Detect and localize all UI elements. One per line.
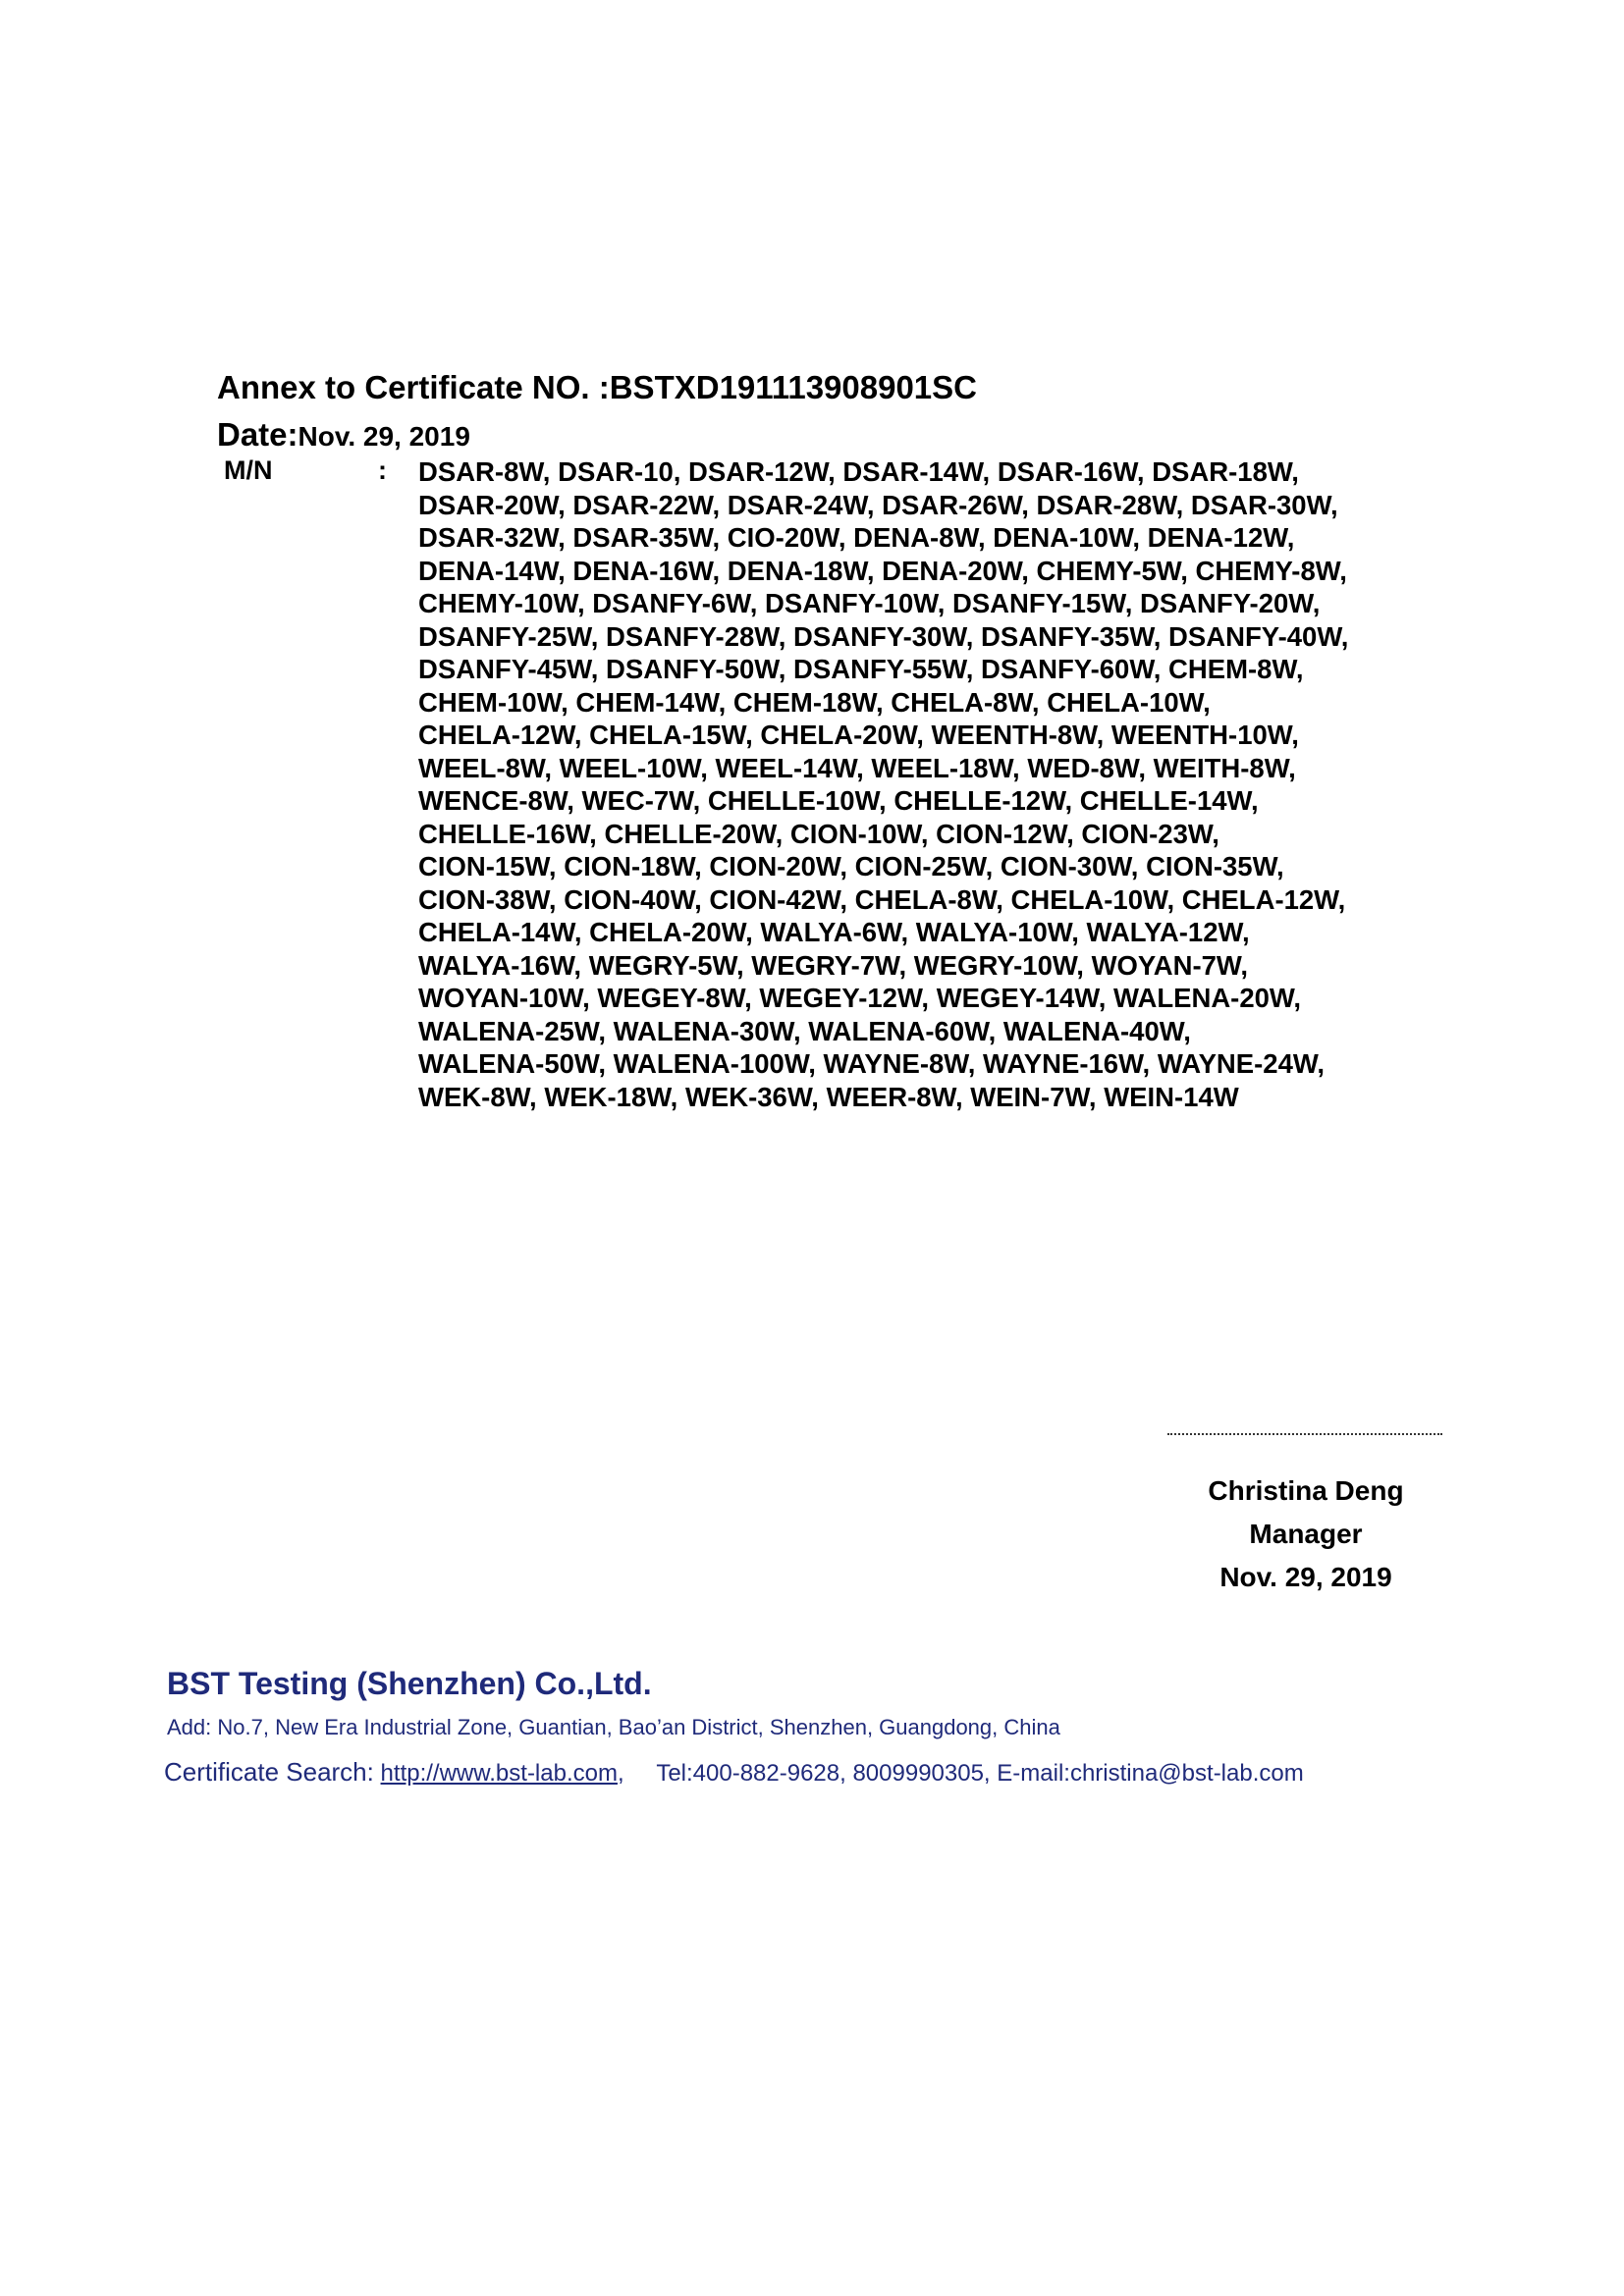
model-line: DENA-14W, DENA-16W, DENA-18W, DENA-20W, CHEMY-5W, CHEMY-8W, xyxy=(418,555,1347,586)
model-number-colon: : xyxy=(378,455,387,485)
contact-line xyxy=(164,1757,1304,1788)
date-value: Nov. 29, 2019 xyxy=(298,421,470,452)
model-line: WALENA-50W, WALENA-100W, WAYNE-8W, WAYNE-16W, WAYNE-24W, xyxy=(418,1048,1325,1079)
signature-date: Nov. 29, 2019 xyxy=(1219,1562,1392,1592)
model-line: CION-38W, CION-40W, CION-42W, CHELA-8W, CHELA-10W, CHELA-12W, xyxy=(418,883,1346,915)
model-line: CHELLE-16W, CHELLE-20W, CION-10W, CION-12W, CION-23W, xyxy=(418,818,1219,849)
model-line: CHELA-12W, CHELA-15W, CHELA-20W, WEENTH-8W, WEENTH-10W, xyxy=(418,720,1299,750)
model-line: DSAR-8W, DSAR-10, DSAR-12W, DSAR-14W, DSAR-16W, DSAR-18W, xyxy=(418,456,1299,487)
model-line: WALYA-16W, WEGRY-5W, WEGRY-7W, WEGRY-10W, WOYAN-7W, xyxy=(418,949,1248,981)
signature-block xyxy=(1129,1469,1483,1599)
certificate-search-label: Certificate Search: xyxy=(164,1757,374,1787)
link-separator: , xyxy=(617,1760,624,1787)
model-line: DSANFY-25W, DSANFY-28W, DSANFY-30W, DSANFY-35W, DSANFY-40W, xyxy=(418,620,1349,652)
signatory-role: Manager xyxy=(1249,1519,1363,1549)
model-line: DSANFY-45W, DSANFY-50W, DSANFY-55W, DSANFY-60W, CHEM-8W, xyxy=(418,654,1304,684)
date-label: Date: xyxy=(217,416,298,453)
model-line: WEK-8W, WEK-18W, WEK-36W, WEER-8W, WEIN-7W, WEIN-14W xyxy=(418,1081,1239,1112)
model-list xyxy=(418,455,1449,1113)
signature-line xyxy=(1167,1433,1442,1435)
model-number-label: M/N xyxy=(224,455,273,485)
model-line: CION-15W, CION-18W, CION-20W, CION-25W, CION-30W, CION-35W, xyxy=(418,851,1284,881)
contact-tel-email: Tel:400-882-9628, 8009990305, E-mail:christina@bst-lab.com xyxy=(656,1760,1304,1787)
model-line: WENCE-8W, WEC-7W, CHELLE-10W, CHELLE-12W, CHELLE-14W, xyxy=(418,785,1259,816)
model-line: WEEL-8W, WEEL-10W, WEEL-14W, WEEL-18W, WED-8W, WEITH-8W, xyxy=(418,752,1296,783)
model-line: WALENA-25W, WALENA-30W, WALENA-60W, WALENA-40W, xyxy=(418,1015,1191,1046)
model-line: DSAR-32W, DSAR-35W, CIO-20W, DENA-8W, DENA-10W, DENA-12W, xyxy=(418,522,1295,553)
model-line: CHEMY-10W, DSANFY-6W, DSANFY-10W, DSANFY-15W, DSANFY-20W, xyxy=(418,588,1321,618)
company-name: BST Testing (Shenzhen) Co.,Ltd. xyxy=(167,1666,652,1701)
annex-title: Annex to Certificate NO. :BSTXD191113908901SC xyxy=(217,369,978,405)
model-line: CHELA-14W, CHELA-20W, WALYA-6W, WALYA-10W, WALYA-12W, xyxy=(418,917,1250,947)
model-line: DSAR-20W, DSAR-22W, DSAR-24W, DSAR-26W, DSAR-28W, DSAR-30W, xyxy=(418,489,1338,520)
model-line: WOYAN-10W, WEGEY-8W, WEGEY-12W, WEGEY-14W, WALENA-20W, xyxy=(418,983,1302,1013)
date-line xyxy=(217,416,470,454)
certificate-search-link[interactable]: http://www.bst-lab.com xyxy=(380,1760,618,1787)
model-line: CHEM-10W, CHEM-14W, CHEM-18W, CHELA-8W, CHELA-10W, xyxy=(418,686,1211,718)
signatory-name: Christina Deng xyxy=(1208,1475,1404,1506)
company-address: Add: No.7, New Era Industrial Zone, Guantian, Bao’an District, Shenzhen, Guangdong, China xyxy=(167,1715,1060,1739)
